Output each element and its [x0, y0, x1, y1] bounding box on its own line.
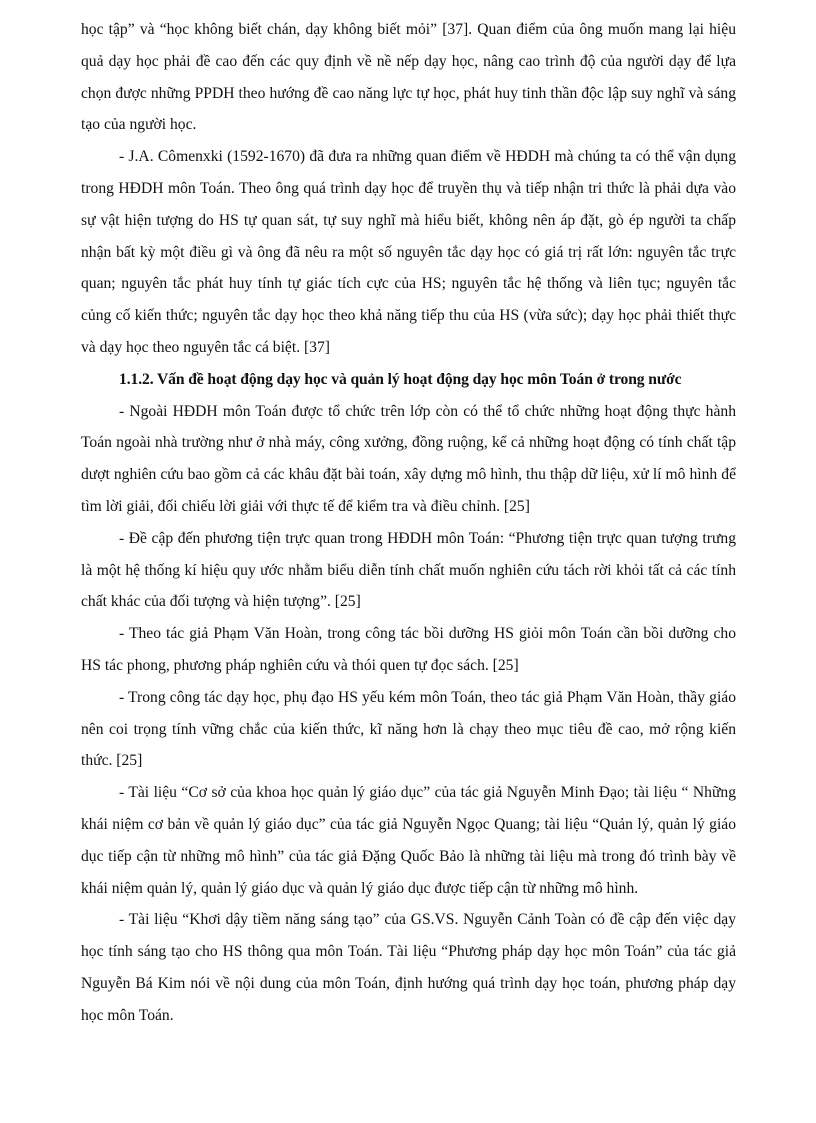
paragraph-practice-activities: - Ngoài HĐDH môn Toán được tổ chức trên lớp còn có thể tổ chức những hoạt động thực hành Toán ngoài nhà trường như ở nhà máy, công xưởng, đồng ruộng, kể cả những hoạt động có tính chất tập dượt nghiên cứu bao gồm cả các khâu đặt bài toán, xây dựng mô hình, thu thập dữ liệu, xử lí mô hình để tìm lời giải, đối chiếu lời giải với thực tế để kiểm tra và điều chỉnh. [25] [81, 402, 736, 515]
document-page [81, 14, 736, 1032]
paragraph-creativity-documents: - Tài liệu “Khơi dậy tiềm năng sáng tạo” của GS.VS. Nguyễn Cảnh Toàn có đề cập đến việc dạy học tính sáng tạo cho HS thông qua môn Toán. Tài liệu “Phương pháp dạy học môn Toán” của tác giả Nguyễn Bá Kim nói về nội dung của môn Toán, định hướng quá trình dạy học toán, phương pháp dạy học môn Toán. [81, 911, 736, 1024]
paragraph-gifted-students: - Theo tác giả Phạm Văn Hoàn, trong công tác bồi dưỡng HS giỏi môn Toán cần bồi dưỡng cho HS tác phong, phương pháp nghiên cứu và thói quen tự đọc sách. [25] [81, 625, 736, 674]
paragraph-comenius: - J.A. Cômenxki (1592-1670) đã đưa ra những quan điểm về HĐDH mà chúng ta có thể vận dụng trong HĐDH môn Toán. Theo ông quá trình dạy học để truyền thụ và tiếp nhận tri thức là phải dựa vào sự vật hiện tượng do HS tự quan sát, tự suy nghĩ mà hiểu biết, không nên áp đặt, gò ép người ta chấp nhận bất kỳ một điều gì và ông đã nêu ra một số nguyên tắc dạy học có giá trị rất lớn: nguyên tắc trực quan; nguyên tắc phát huy tính tự giác tích cực của HS; nguyên tắc hệ thống và liên tục; nguyên tắc củng cố kiến thức; nguyên tắc dạy học theo khả năng tiếp thu của HS (vừa sức); dạy học phải thiết thực và dạy học theo nguyên tắc cá biệt. [37] [81, 148, 736, 356]
paragraph-weak-students: - Trong công tác dạy học, phụ đạo HS yếu kém môn Toán, theo tác giả Phạm Văn Hoàn, thầy giáo nên coi trọng tính vững chắc của kiến thức, kĩ năng hơn là chạy theo mục tiêu đề cao, mở rộng kiến thức. [25] [81, 688, 736, 770]
paragraph-visual-aids: - Đề cập đến phương tiện trực quan trong HĐDH môn Toán: “Phương tiện trực quan tượng trưng là một hệ thống kí hiệu quy ước nhằm biểu diễn tính chất muốn nghiên cứu tách rời khỏi tất cả các tính chất khác của đối tượng và hiện tượng”. [25] [81, 529, 736, 611]
paragraph-continuation: học tập” và “học không biết chán, dạy không biết mỏi” [37]. Quan điểm của ông muốn mang lại hiệu quả dạy học phải đề cao đến các quy định về nề nếp dạy học, nâng cao trình độ của người dạy để lựa chọn được những PPDH theo hướng đề cao năng lực tự học, phát huy tinh thần độc lập suy nghĩ và sáng tạo của người học. [81, 21, 736, 134]
section-heading: 1.1.2. Vấn đề hoạt động dạy học và quản lý hoạt động dạy học môn Toán ở trong nước [119, 370, 682, 388]
paragraph-management-documents: - Tài liệu “Cơ sở của khoa học quản lý giáo dục” của tác giả Nguyễn Minh Đạo; tài liệu “ Những khái niệm cơ bản về quản lý giáo dục” của tác giả Nguyễn Ngọc Quang; tài liệu “Quản lý, quản lý giáo dục tiếp cận từ những mô hình” của tác giả Đặng Quốc Bảo là những tài liệu mà trong đó trình bày về khái niệm quản lý, quản lý giáo dục và quản lý giáo dục được tiếp cận từ những mô hình. [81, 784, 736, 897]
